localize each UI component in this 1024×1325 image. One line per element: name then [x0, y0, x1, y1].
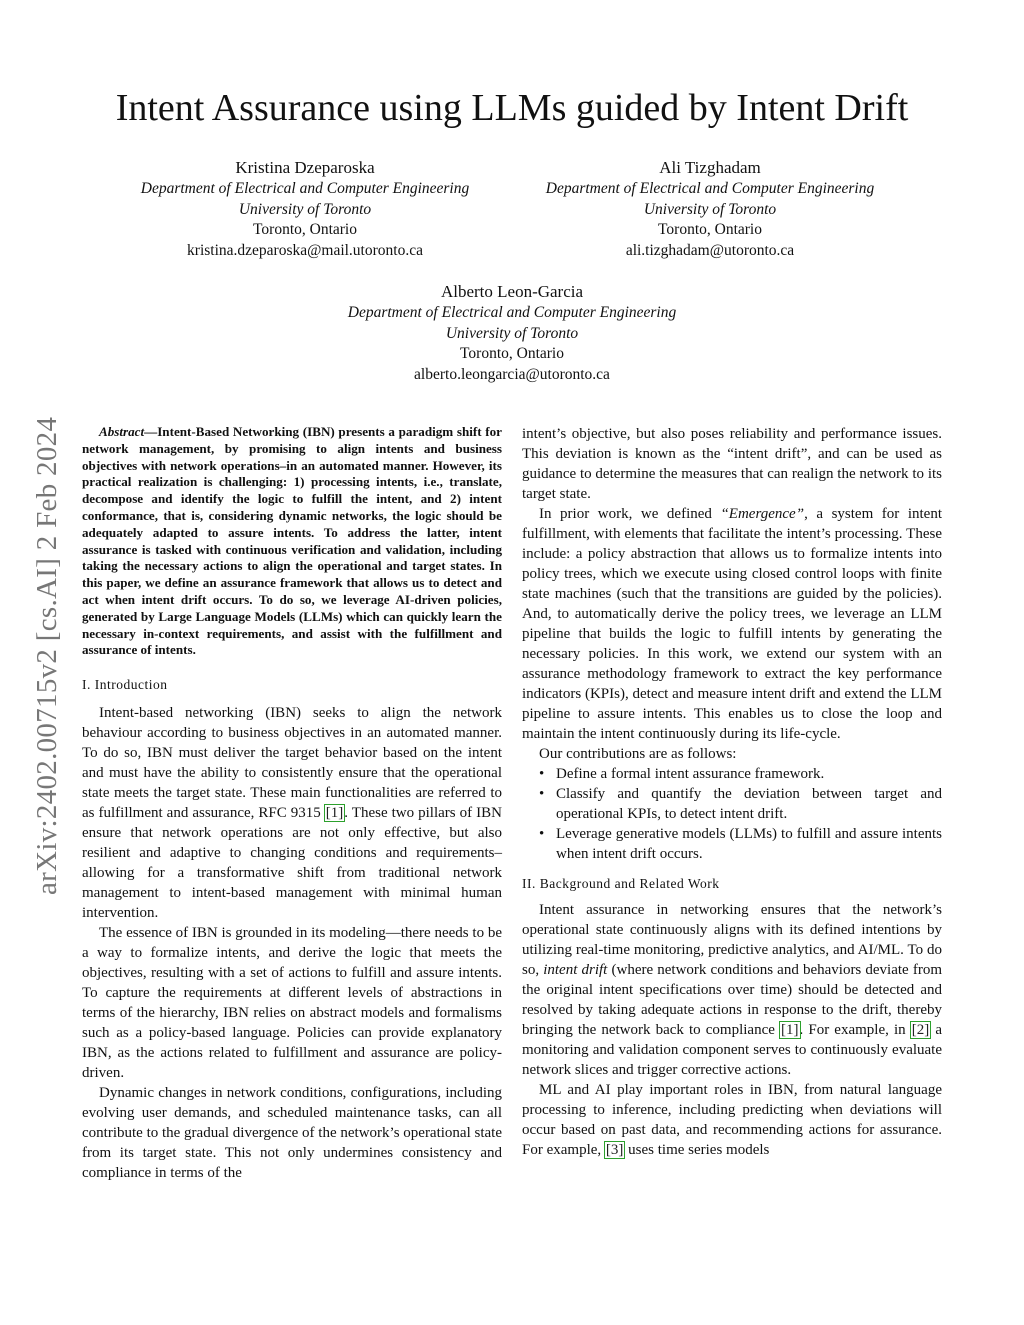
citation-link[interactable]: [1]	[325, 805, 344, 822]
paragraph	[82, 703, 502, 923]
text-run: a monitoring and validation component serves to continuously evaluate network slices and trigger corrective actions.	[522, 1022, 942, 1078]
text-run: ML and AI play important roles in IBN, from natural language processing to inference, including predicting when deviations will occur based on past data, and recommending actions for assurance. For example,	[522, 1082, 942, 1158]
section-heading-background: II. Background and Related Work	[522, 876, 720, 891]
text-run: . For example, in	[799, 1022, 911, 1038]
arxiv-stamp: arXiv:2402.00715v2 [cs.AI] 2 Feb 2024	[31, 416, 63, 896]
author-dept: Department of Electrical and Computer Engineering	[140, 180, 470, 197]
author-email: kristina.dzeparoska@mail.utoronto.ca	[187, 241, 423, 259]
paragraph: The essence of IBN is grounded in its modeling—there needs to be a way to formalize intents, and derive the logic that meets the objectives, resulting with a set of actions to fulfill and assure intents. To capture the requirements at different levels of abstractions in terms of the hierarchy, IBN relies on abstract models and formalisms such as a policy-based language. Policies can provide explanatory IBN, as the actions related to fulfillment and assurance are policy-driven.	[82, 925, 502, 1082]
author-city: Toronto, Ontario	[460, 345, 564, 362]
abstract-label: Abstract	[99, 424, 145, 439]
author-email: alberto.leongarcia@utoronto.ca	[414, 365, 610, 383]
contributions-list	[522, 764, 942, 864]
abstract-text: —Intent-Based Networking (IBN) presents a paradigm shift for network management, by promising to align intents and business objectives with network operations–in an automated manner. However, its practical realization is challenging: 1) processing intents, i.e., translate, decompose and identify the logic to fulfill the intent, and 2) intent conformance, that is, considering dynamic networks, the logic should be adequately adapted to assure intents. To address the latter, intent assurance is tasked with continuous verification and validation, including taking the necessary actions to align the operational and target states. In this paper, we define an assurance framework that allows us to detect and act when intent drift occurs. To do so, we leverage AI-driven policies, generated by Large Language Models (LLMs) which can quickly learn the necessary in-context requirements, and assist with the fulfillment and assurance of intents.	[82, 424, 502, 658]
section-heading-intro: I. Introduction	[82, 677, 168, 693]
author-univ: University of Toronto	[445, 324, 579, 342]
paragraph	[522, 504, 942, 744]
left-column	[82, 424, 502, 1183]
author-dept: Department of Electrical and Computer Engineering	[347, 304, 677, 321]
author-block-3	[312, 280, 712, 385]
text-run: (where network conditions and behaviors deviate from the original intent specifications over time) should be detected and resolved by taking adequate actions in response to the drift, thereby bringing the network back to compliance	[522, 962, 942, 1038]
author-univ: University of Toronto	[643, 200, 777, 218]
citation-link[interactable]: [1]	[781, 1022, 799, 1038]
author-dept: Department of Electrical and Computer Engineering	[545, 180, 875, 197]
list-item: • Define a formal intent assurance framework.	[556, 764, 942, 784]
abstract	[82, 424, 502, 659]
paper-title: Intent Assurance using LLMs guided by Intent Drift	[115, 87, 909, 129]
paragraph: intent’s objective, but also poses reliability and performance issues. This deviation is known as the “intent drift”, and can be used as guidance to determine the measures that can realign the network to its target state.	[522, 426, 942, 502]
author-city: Toronto, Ontario	[253, 221, 357, 238]
author-name: Ali Tizghadam	[659, 158, 761, 177]
emphasis: intent drift	[543, 962, 608, 978]
text-run: , a system for intent fulfillment, with elements that facilitate the intent’s processing. These include: a policy abstraction that allows us to formalize intents into policy trees, which we execute using closed control loops with finite state machines (such that the transitions are guided by the policies). And, to automatically derive the policy trees, we leverage an LLM pipeline that builds the logic to fulfill intents by generating the necessary policies. In this work, we extend our system with an assurance methodology framework to extract the key performance indicators (KPIs), detect and measure intent drift and extend the LLM pipeline to assure intents. This enables us to close the loop and maintain the intent continuously during its life-cycle.	[522, 506, 942, 742]
author-name: Kristina Dzeparoska	[235, 158, 375, 177]
author-block-2	[515, 156, 905, 261]
text-run: uses time series models	[624, 1142, 770, 1158]
citation-link[interactable]: [2]	[911, 1022, 930, 1038]
list-item: • Classify and quantify the deviation between target and operational KPIs, to detect intent drift.	[556, 784, 942, 824]
author-univ: University of Toronto	[238, 200, 372, 218]
text-run: Intent-based networking (IBN) seeks to align the network behaviour according to business objectives in an automated manner. To do so, IBN must deliver the target behavior based on the intent and must have the ability to consistently ensure that the operational state meets the target state. These main functionalities are referred to as fulfillment and assurance, RFC 9315	[82, 705, 502, 822]
paragraph: Dynamic changes in network conditions, configurations, including evolving user demands, and scheduled maintenance tasks, can all contribute to the gradual divergence of the network’s operational state from its target state. This not only undermines consistency and compliance in terms of the	[82, 1085, 502, 1182]
right-column	[522, 424, 942, 1160]
author-name: Alberto Leon-Garcia	[440, 282, 584, 301]
author-city: Toronto, Ontario	[658, 221, 762, 238]
text-run: Intent assurance in networking ensures that the network’s operational state continuously aligns with its defined intentions by utilizing real-time monitoring, predictive analytics, and AI/ML. To do so,	[522, 902, 942, 978]
citation-link[interactable]: [3]	[605, 1142, 624, 1158]
paragraph	[522, 1080, 942, 1160]
text-run: . These two pillars of IBN ensure that network operations are not only effective, but also resilient and adaptive to changing conditions and requirements–allowing for a transformative shift from traditional network management to intent-based management with minimal human intervention.	[82, 805, 502, 922]
emphasis: “Emergence”	[720, 506, 805, 522]
author-block-1	[110, 156, 500, 261]
paragraph: Our contributions are as follows:	[539, 746, 737, 762]
paragraph	[522, 900, 942, 1080]
author-email: ali.tizghadam@utoronto.ca	[625, 241, 795, 259]
list-item: • Leverage generative models (LLMs) to fulfill and assure intents when intent drift occurs.	[556, 824, 942, 864]
text-run: In prior work, we defined	[539, 506, 721, 522]
